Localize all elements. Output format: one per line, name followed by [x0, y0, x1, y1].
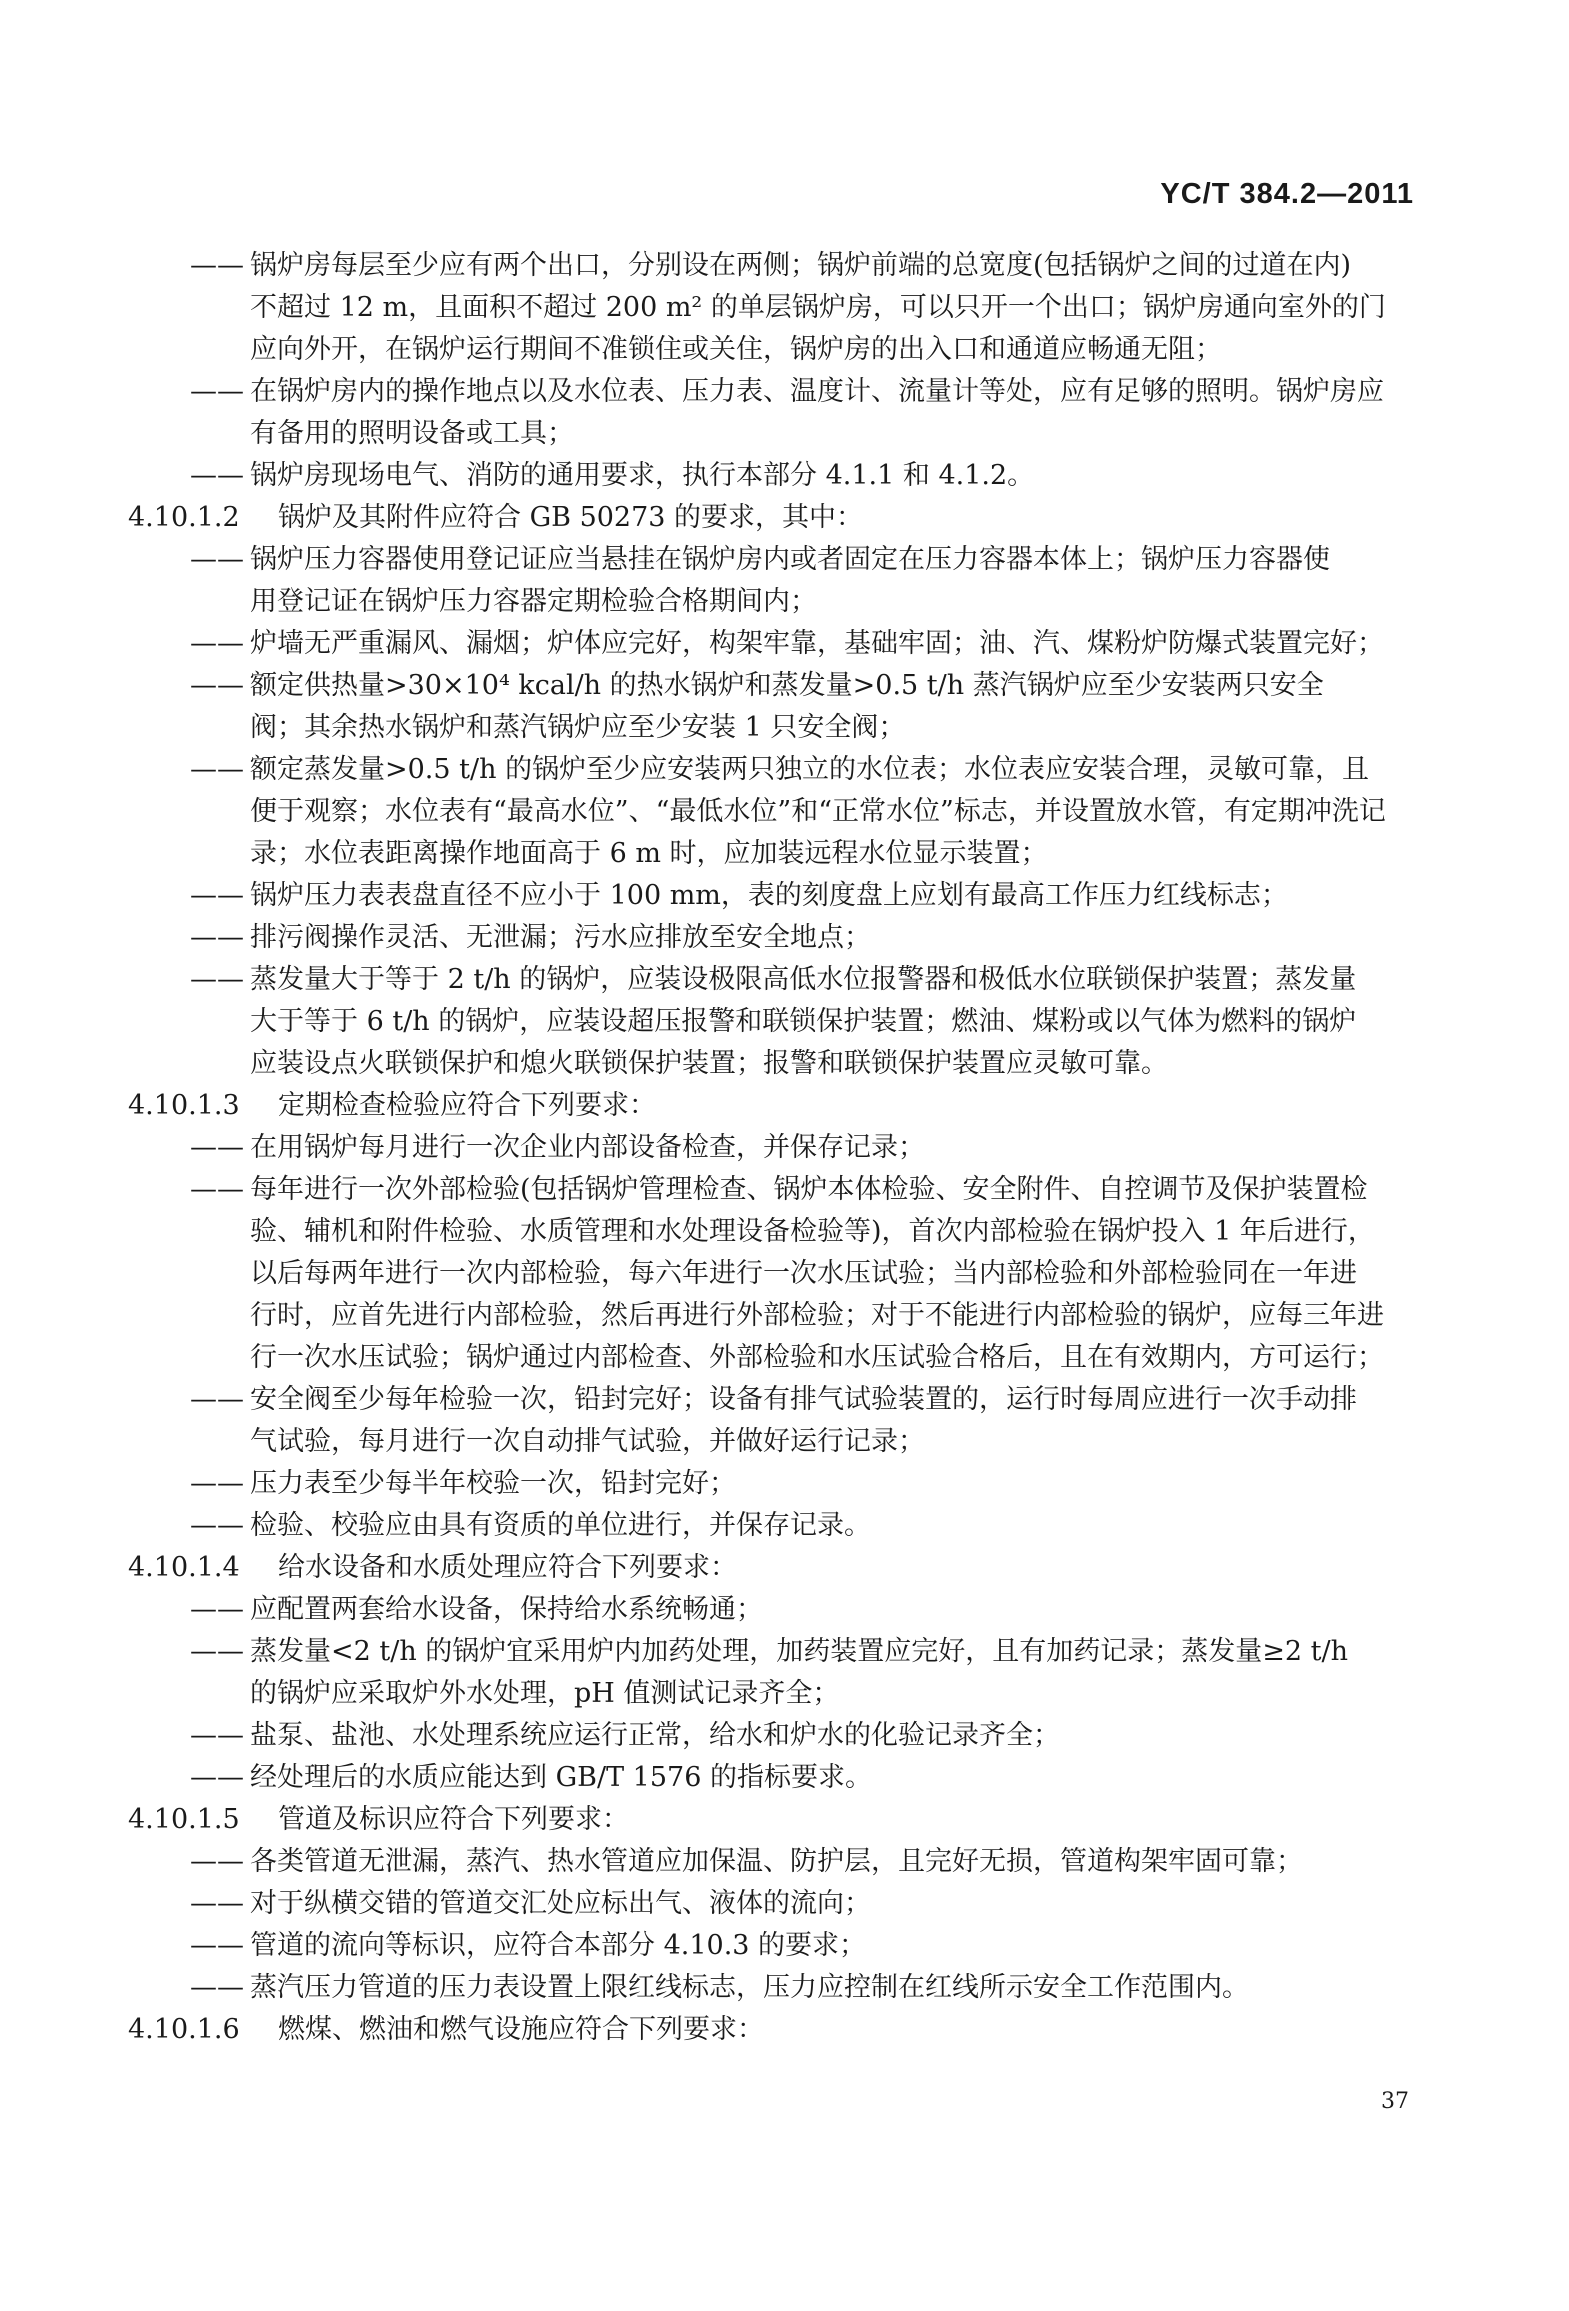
list-item-line: 经处理后的水质应能达到 GB/T 1576 的指标要求。: [250, 1762, 872, 1793]
list-item-line: 额定供热量>30×10⁴ kcal/h 的热水锅炉和蒸发量>0.5 t/h 蒸汽锅炉应至少安装两只安全: [250, 670, 1324, 701]
list-item-line: 大于等于 6 t/h 的锅炉，应装设超压报警和联锁保护装置；燃油、煤粉或以气体为燃料的锅炉: [250, 1006, 1357, 1037]
dash-bullet: ——: [190, 1594, 244, 1625]
list-item-line: 检验、校验应由具有资质的单位进行，并保存记录。: [250, 1510, 871, 1541]
list-item-line: 以后每两年进行一次内部检验，每六年进行一次水压试验；当内部检验和外部检验同在一年进: [250, 1258, 1357, 1289]
dash-bullet: ——: [190, 376, 244, 407]
dash-bullet: ——: [190, 1846, 244, 1877]
section-heading: [118, 2009, 1408, 2051]
list-item: [118, 1631, 1408, 1715]
list-item-line: 锅炉压力表表盘直径不应小于 100 mm，表的刻度盘上应划有最高工作压力红线标志；: [250, 880, 1288, 911]
list-item: [118, 371, 1408, 455]
dash-bullet: ——: [190, 880, 244, 911]
dash-bullet: ——: [190, 670, 244, 701]
list-item-line: 不超过 12 m，且面积不超过 200 m² 的单层锅炉房，可以只开一个出口；锅炉房通向室外的门: [250, 292, 1386, 323]
list-item-line: 锅炉压力容器使用登记证应当悬挂在锅炉房内或者固定在压力容器本体上；锅炉压力容器使: [250, 544, 1330, 575]
list-item: [118, 1127, 1408, 1169]
list-item-line: 排污阀操作灵活、无泄漏；污水应排放至安全地点；: [250, 922, 871, 953]
list-item-line: 的锅炉应采取炉外水处理，pH 值测试记录齐全；: [250, 1678, 840, 1709]
dash-bullet: ——: [190, 1510, 244, 1541]
list-item-line: 录；水位表距离操作地面高于 6 m 时，应加装远程水位显示装置；: [250, 838, 1048, 869]
list-item-line: 炉墙无严重漏风、漏烟；炉体应完好，构架牢靠，基础牢固；油、汽、煤粉炉防爆式装置完好；: [250, 628, 1384, 659]
list-item-line: 额定蒸发量>0.5 t/h 的锅炉至少应安装两只独立的水位表；水位表应安装合理，灵敏可靠，且: [250, 754, 1370, 785]
dash-bullet: ——: [190, 250, 244, 281]
list-item-line: 应配置两套给水设备，保持给水系统畅通；: [250, 1594, 763, 1625]
list-item-line: 验、辅机和附件检验、水质管理和水处理设备检验等)，首次内部检验在锅炉投入 1 年后进行，: [250, 1216, 1375, 1247]
dash-bullet: ——: [190, 754, 244, 785]
list-item-line: 各类管道无泄漏，蒸汽、热水管道应加保温、防护层，且完好无损，管道构架牢固可靠；: [250, 1846, 1303, 1877]
section-text: 管道及标识应符合下列要求：: [278, 1804, 629, 1835]
dash-bullet: ——: [190, 1930, 244, 1961]
list-item-line: 对于纵横交错的管道交汇处应标出气、液体的流向；: [250, 1888, 871, 1919]
list-item-line: 在锅炉房内的操作地点以及水位表、压力表、温度计、流量计等处，应有足够的照明。锅炉房应: [250, 376, 1384, 407]
list-item-line: 有备用的照明设备或工具；: [250, 418, 574, 449]
list-item-line: 盐泵、盐池、水处理系统应运行正常，给水和炉水的化验记录齐全；: [250, 1720, 1060, 1751]
list-item-line: 蒸发量<2 t/h 的锅炉宜采用炉内加药处理，加药装置应完好，且有加药记录；蒸发量≥2 t/h: [250, 1636, 1349, 1667]
section-heading: [118, 497, 1408, 539]
list-item-line: 行一次水压试验；锅炉通过内部检查、外部检验和水压试验合格后，且在有效期内，方可运行；: [250, 1342, 1384, 1373]
section-text: 燃煤、燃油和燃气设施应符合下列要求：: [278, 2014, 764, 2045]
dash-bullet: ——: [190, 1132, 244, 1163]
list-item-line: 压力表至少每半年校验一次，铅封完好；: [250, 1468, 736, 1499]
list-item: [118, 959, 1408, 1085]
list-item: [118, 1169, 1408, 1379]
list-item-line: 应装设点火联锁保护和熄火联锁保护装置；报警和联锁保护装置应灵敏可靠。: [250, 1048, 1168, 1079]
list-item: [118, 1589, 1408, 1631]
dash-bullet: ——: [190, 628, 244, 659]
section-heading: [118, 1547, 1408, 1589]
list-item: [118, 1379, 1408, 1463]
dash-bullet: ——: [190, 544, 244, 575]
list-item-line: 每年进行一次外部检验(包括锅炉管理检查、锅炉本体检验、安全附件、自控调节及保护装置检: [250, 1174, 1368, 1205]
list-item-line: 蒸发量大于等于 2 t/h 的锅炉，应装设极限高低水位报警器和极低水位联锁保护装置；蒸发量: [250, 964, 1357, 995]
list-item-line: 管道的流向等标识，应符合本部分 4.10.3 的要求；: [250, 1930, 867, 1961]
list-item-line: 蒸汽压力管道的压力表设置上限红线标志，压力应控制在红线所示安全工作范围内。: [250, 1972, 1249, 2003]
document-body: [118, 245, 1408, 2051]
dash-bullet: ——: [190, 1468, 244, 1499]
dash-bullet: ——: [190, 1720, 244, 1751]
list-item: [118, 1883, 1408, 1925]
section-text: 给水设备和水质处理应符合下列要求：: [278, 1552, 737, 1583]
list-item: [118, 1841, 1408, 1883]
list-item: [118, 245, 1408, 371]
list-item: [118, 1925, 1408, 1967]
list-item: [118, 1505, 1408, 1547]
list-item-line: 应向外开，在锅炉运行期间不准锁住或关住，锅炉房的出入口和通道应畅通无阻；: [250, 334, 1222, 365]
list-item: [118, 1463, 1408, 1505]
standard-code: YC/T 384.2—2011: [1160, 178, 1414, 210]
list-item: [118, 1757, 1408, 1799]
section-text: 定期检查检验应符合下列要求：: [278, 1090, 656, 1121]
list-item-line: 行时，应首先进行内部检验，然后再进行外部检验；对于不能进行内部检验的锅炉，应每三年进: [250, 1300, 1384, 1331]
list-item: [118, 539, 1408, 623]
dash-bullet: ——: [190, 1972, 244, 2003]
list-item: [118, 749, 1408, 875]
dash-bullet: ——: [190, 1636, 244, 1667]
dash-bullet: ——: [190, 1174, 244, 1205]
dash-bullet: ——: [190, 922, 244, 953]
list-item-line: 锅炉房每层至少应有两个出口，分别设在两侧；锅炉前端的总宽度(包括锅炉之间的过道在内): [250, 250, 1352, 281]
section-heading: [118, 1085, 1408, 1127]
dash-bullet: ——: [190, 460, 244, 491]
list-item: [118, 1967, 1408, 2009]
list-item-line: 在用锅炉每月进行一次企业内部设备检查，并保存记录；: [250, 1132, 925, 1163]
dash-bullet: ——: [190, 964, 244, 995]
list-item-line: 用登记证在锅炉压力容器定期检验合格期间内；: [250, 586, 817, 617]
section-heading: [118, 1799, 1408, 1841]
list-item-line: 便于观察；水位表有“最高水位”、“最低水位”和“正常水位”标志，并设置放水管，有定期冲洗记: [250, 796, 1386, 827]
list-item-line: 锅炉房现场电气、消防的通用要求，执行本部分 4.1.1 和 4.1.2。: [250, 460, 1035, 491]
list-item: [118, 917, 1408, 959]
section-number: 4.10.1.5: [128, 1804, 240, 1835]
list-item-line: 阀；其余热水锅炉和蒸汽锅炉应至少安装 1 只安全阀；: [250, 712, 906, 743]
list-item: [118, 875, 1408, 917]
list-item: [118, 455, 1408, 497]
list-item: [118, 665, 1408, 749]
page-number: 37: [1381, 2089, 1409, 2114]
section-number: 4.10.1.6: [128, 2014, 240, 2045]
section-text: 锅炉及其附件应符合 GB 50273 的要求，其中：: [278, 502, 864, 533]
list-item-line: 气试验，每月进行一次自动排气试验，并做好运行记录；: [250, 1426, 925, 1457]
dash-bullet: ——: [190, 1762, 244, 1793]
dash-bullet: ——: [190, 1888, 244, 1919]
section-number: 4.10.1.2: [128, 502, 240, 533]
list-item: [118, 623, 1408, 665]
section-number: 4.10.1.4: [128, 1552, 240, 1583]
list-item: [118, 1715, 1408, 1757]
list-item-line: 安全阀至少每年检验一次，铅封完好；设备有排气试验装置的，运行时每周应进行一次手动排: [250, 1384, 1357, 1415]
section-number: 4.10.1.3: [128, 1090, 240, 1121]
dash-bullet: ——: [190, 1384, 244, 1415]
